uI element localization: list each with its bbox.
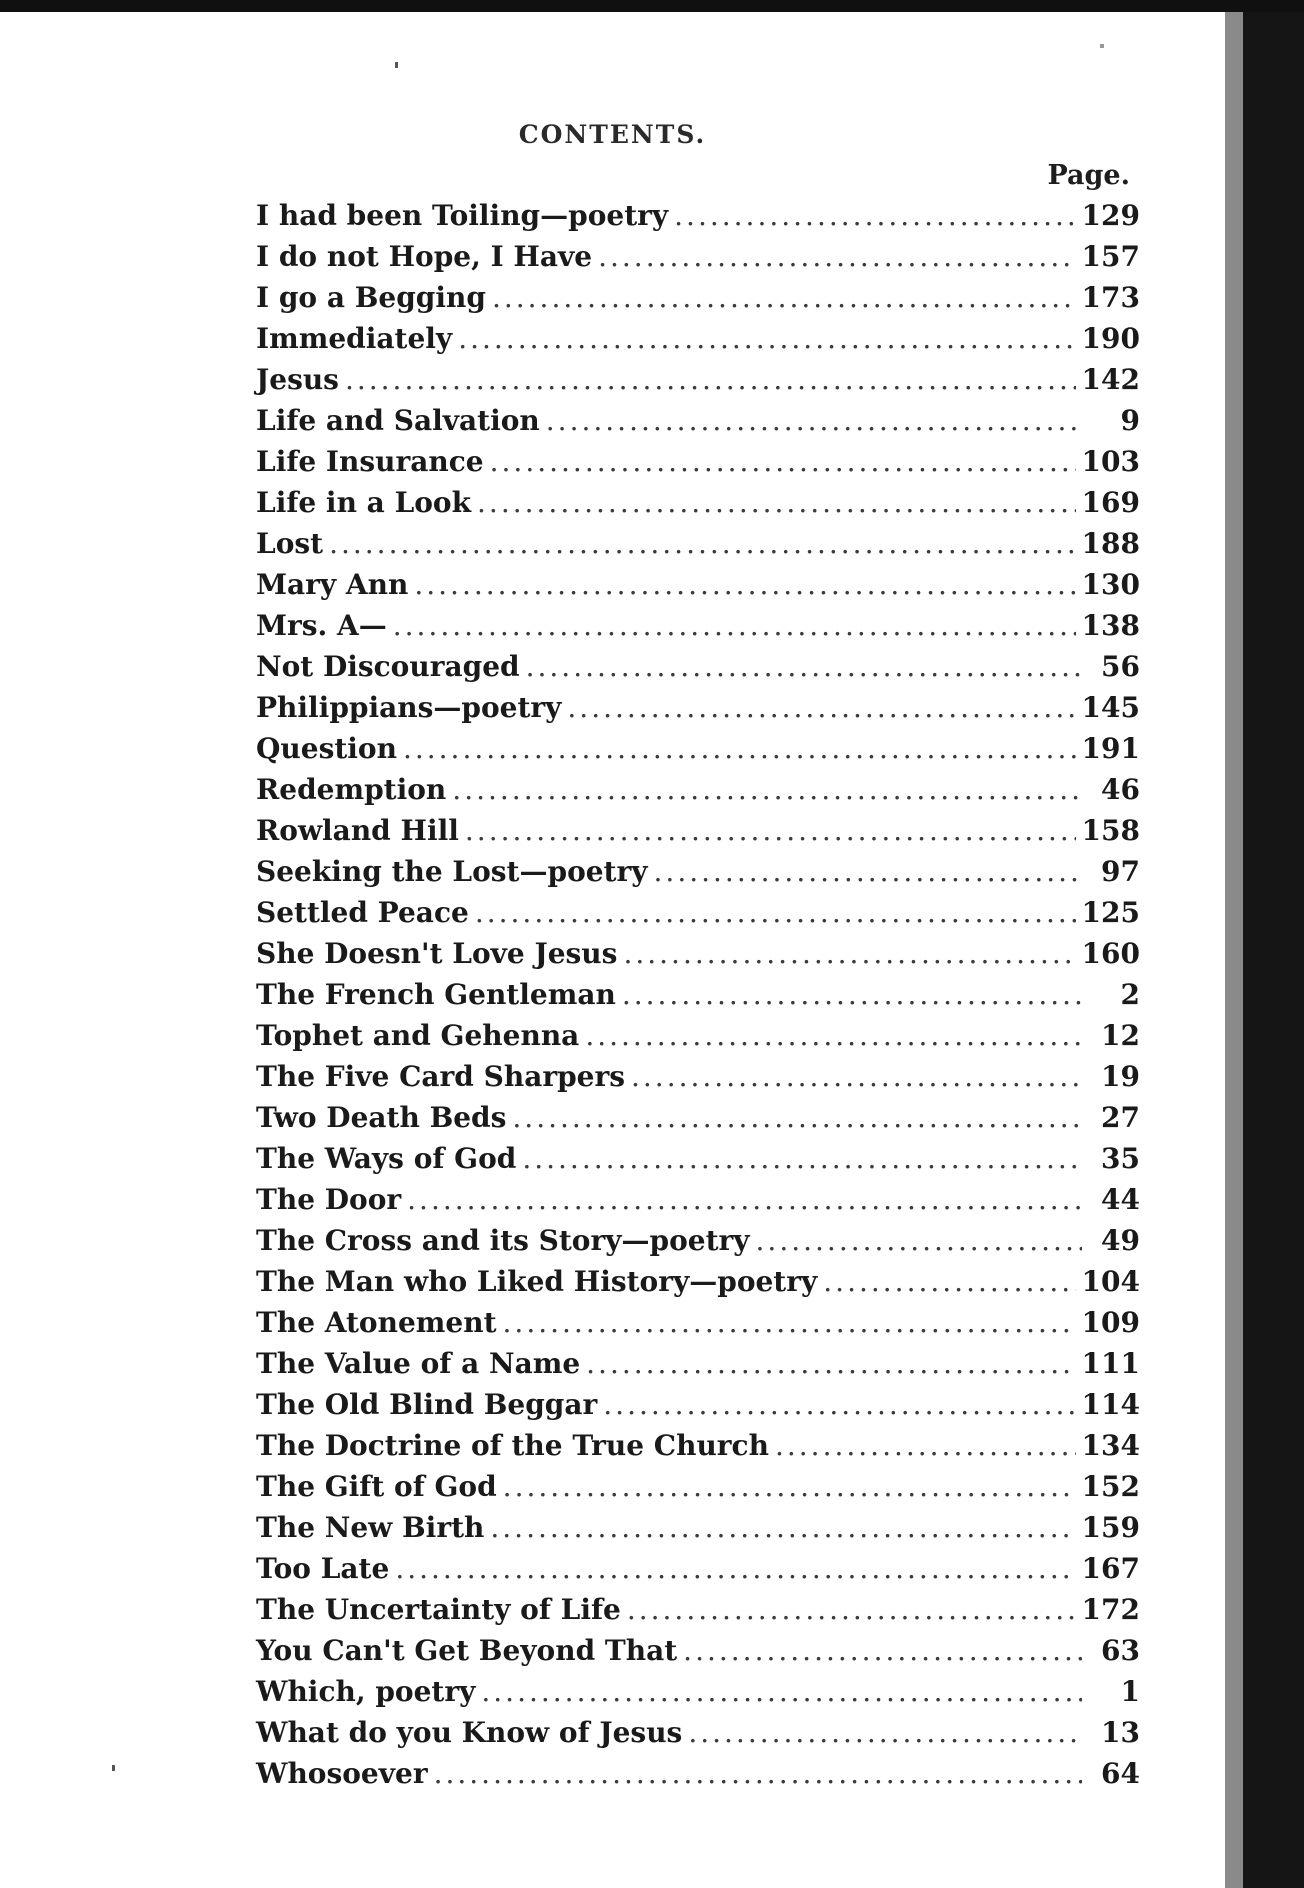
toc-entry-page: 114 — [1081, 1388, 1140, 1421]
dot-leader — [603, 1384, 1075, 1425]
contents-heading: CONTENTS. — [518, 120, 707, 149]
toc-entry-title: Life Insurance — [256, 445, 484, 478]
dot-leader — [756, 1220, 1082, 1261]
toc-entry-title: Jesus — [256, 363, 339, 396]
toc-entry — [256, 1261, 1140, 1302]
dot-leader — [688, 1712, 1082, 1753]
dot-leader — [452, 769, 1082, 810]
toc-entry — [256, 236, 1140, 277]
dot-leader — [490, 1507, 1075, 1548]
toc-entry — [256, 605, 1140, 646]
toc-entry-page: 167 — [1081, 1552, 1140, 1585]
dot-leader — [683, 1630, 1082, 1671]
toc-entry — [256, 769, 1140, 810]
toc-entry-page: 190 — [1081, 322, 1140, 355]
toc-entry — [256, 1671, 1140, 1712]
toc-entry — [256, 1343, 1140, 1384]
dot-leader — [434, 1753, 1082, 1794]
dot-leader — [522, 1138, 1082, 1179]
toc-entry-page: 111 — [1081, 1347, 1140, 1380]
toc-entry — [256, 1056, 1140, 1097]
dot-leader — [403, 728, 1076, 769]
dot-leader — [393, 605, 1076, 646]
toc-entry-page: 145 — [1081, 691, 1140, 724]
dot-leader — [674, 195, 1075, 236]
toc-entry-page: 104 — [1081, 1265, 1140, 1298]
toc-entry-title: The Atonement — [256, 1306, 497, 1339]
toc-entry-title: Tophet and Gehenna — [256, 1019, 580, 1052]
toc-entry-title: Not Discouraged — [256, 650, 520, 683]
print-speck — [395, 62, 398, 68]
toc-entry-title: Two Death Beds — [256, 1101, 507, 1134]
toc-entry-title: Immediately — [256, 322, 453, 355]
toc-entry-title: I go a Begging — [256, 281, 486, 314]
dot-leader — [585, 1015, 1082, 1056]
toc-entry-page: 138 — [1081, 609, 1140, 642]
toc-entry-title: Seeking the Lost—poetry — [256, 855, 648, 888]
dot-leader — [654, 851, 1082, 892]
toc-entry-page: 130 — [1081, 568, 1140, 601]
toc-entry-page: 64 — [1101, 1757, 1140, 1790]
toc-entry-title: Too Late — [256, 1552, 390, 1585]
dot-leader — [503, 1302, 1076, 1343]
toc-entry-title: She Doesn't Love Jesus — [256, 937, 618, 970]
toc-entry-page: 9 — [1120, 404, 1140, 437]
dot-leader — [414, 564, 1075, 605]
dot-leader — [775, 1425, 1076, 1466]
toc-entry-page: 158 — [1081, 814, 1140, 847]
toc-entry-page: 44 — [1101, 1183, 1140, 1216]
toc-entry — [256, 1015, 1140, 1056]
toc-entry — [256, 1425, 1140, 1466]
table-of-contents — [256, 195, 1140, 1794]
toc-entry — [256, 1138, 1140, 1179]
dot-leader — [631, 1056, 1082, 1097]
toc-entry-title: Redemption — [256, 773, 447, 806]
toc-entry-page: 159 — [1081, 1511, 1140, 1544]
dot-leader — [477, 482, 1076, 523]
page-binding-edge — [1225, 12, 1243, 1888]
toc-entry — [256, 359, 1140, 400]
toc-entry-title: Lost — [256, 527, 324, 560]
toc-entry-title: The Gift of God — [256, 1470, 497, 1503]
toc-entry — [256, 1097, 1140, 1138]
dot-leader — [465, 810, 1076, 851]
toc-entry-title: Philippians—poetry — [256, 691, 562, 724]
toc-entry-title: The Ways of God — [256, 1142, 517, 1175]
dot-leader — [512, 1097, 1082, 1138]
toc-entry-title: You Can't Get Beyond That — [256, 1634, 678, 1667]
dot-leader — [586, 1343, 1075, 1384]
toc-entry — [256, 1302, 1140, 1343]
toc-entry — [256, 646, 1140, 687]
toc-entry — [256, 1384, 1140, 1425]
toc-entry-page: 142 — [1081, 363, 1140, 396]
dot-leader — [627, 1589, 1076, 1630]
toc-entry-page: 63 — [1101, 1634, 1140, 1667]
dot-leader — [526, 646, 1082, 687]
toc-entry — [256, 1179, 1140, 1220]
toc-entry-title: The Door — [256, 1183, 402, 1216]
dot-leader — [481, 1671, 1082, 1712]
toc-entry — [256, 974, 1140, 1015]
dot-leader — [395, 1548, 1075, 1589]
print-speck — [1100, 44, 1104, 48]
toc-entry — [256, 400, 1140, 441]
dot-leader — [546, 400, 1082, 441]
toc-entry-page: 169 — [1081, 486, 1140, 519]
toc-entry — [256, 892, 1140, 933]
toc-entry — [256, 851, 1140, 892]
toc-entry — [256, 687, 1140, 728]
toc-entry-title: Mary Ann — [256, 568, 409, 601]
toc-entry-page: 191 — [1081, 732, 1140, 765]
toc-entry-title: The Cross and its Story—poetry — [256, 1224, 750, 1257]
toc-entry — [256, 1220, 1140, 1261]
toc-entry-title: The Doctrine of the True Church — [256, 1429, 769, 1462]
toc-entry-page: 13 — [1101, 1716, 1140, 1749]
dot-leader — [407, 1179, 1082, 1220]
toc-entry-page: 49 — [1101, 1224, 1140, 1257]
toc-entry-title: Which, poetry — [256, 1675, 476, 1708]
toc-entry-title: Mrs. A— — [256, 609, 387, 642]
toc-entry — [256, 441, 1140, 482]
dot-leader — [345, 359, 1076, 400]
toc-entry-page: 134 — [1081, 1429, 1140, 1462]
toc-entry-page: 152 — [1081, 1470, 1140, 1503]
dot-leader — [475, 892, 1076, 933]
toc-entry — [256, 1466, 1140, 1507]
toc-entry-page: 172 — [1081, 1593, 1140, 1626]
toc-entry-title: The New Birth — [256, 1511, 485, 1544]
toc-entry-page: 160 — [1081, 937, 1140, 970]
toc-entry-title: I had been Toiling—poetry — [256, 199, 669, 232]
toc-entry — [256, 1548, 1140, 1589]
toc-entry-title: Settled Peace — [256, 896, 469, 929]
toc-entry-page: 46 — [1101, 773, 1140, 806]
toc-entry-title: Life in a Look — [256, 486, 472, 519]
toc-entry — [256, 728, 1140, 769]
toc-entry — [256, 1712, 1140, 1753]
toc-entry-page: 2 — [1120, 978, 1140, 1011]
page-column-heading: Page. — [1047, 160, 1130, 191]
toc-entry-page: 27 — [1101, 1101, 1140, 1134]
toc-entry — [256, 482, 1140, 523]
toc-entry — [256, 1507, 1140, 1548]
dot-leader — [598, 236, 1075, 277]
toc-entry — [256, 1630, 1140, 1671]
toc-entry — [256, 195, 1140, 236]
dot-leader — [490, 441, 1076, 482]
toc-entry-title: Rowland Hill — [256, 814, 459, 847]
dot-leader — [503, 1466, 1076, 1507]
toc-entry-title: I do not Hope, I Have — [256, 240, 593, 273]
toc-entry-page: 109 — [1081, 1306, 1140, 1339]
toc-entry — [256, 1753, 1140, 1794]
toc-entry-page: 35 — [1101, 1142, 1140, 1175]
toc-entry-title: The Value of a Name — [256, 1347, 581, 1380]
toc-entry-page: 157 — [1081, 240, 1140, 273]
toc-entry-title: Life and Salvation — [256, 404, 540, 437]
print-speck — [112, 1765, 115, 1771]
toc-entry-page: 12 — [1101, 1019, 1140, 1052]
toc-entry-page: 173 — [1081, 281, 1140, 314]
toc-entry-page: 188 — [1081, 527, 1140, 560]
toc-entry — [256, 933, 1140, 974]
toc-entry-page: 103 — [1081, 445, 1140, 478]
toc-entry-page: 1 — [1120, 1675, 1140, 1708]
toc-entry-page: 97 — [1101, 855, 1140, 888]
dot-leader — [623, 933, 1075, 974]
toc-entry-title: What do you Know of Jesus — [256, 1716, 683, 1749]
dot-leader — [823, 1261, 1075, 1302]
dot-leader — [329, 523, 1075, 564]
toc-entry — [256, 810, 1140, 851]
dot-leader — [622, 974, 1082, 1015]
scan-border — [1243, 12, 1304, 1888]
dot-leader — [458, 318, 1075, 359]
toc-entry — [256, 277, 1140, 318]
toc-entry-page: 129 — [1081, 199, 1140, 232]
toc-entry — [256, 1589, 1140, 1630]
toc-entry-title: Whosoever — [256, 1757, 428, 1790]
toc-entry — [256, 318, 1140, 359]
dot-leader — [492, 277, 1076, 318]
toc-entry-title: Question — [256, 732, 397, 765]
toc-entry — [256, 564, 1140, 605]
toc-entry-title: The Five Card Sharpers — [256, 1060, 625, 1093]
dot-leader — [567, 687, 1075, 728]
toc-entry-title: The French Gentleman — [256, 978, 616, 1011]
toc-entry-page: 56 — [1101, 650, 1140, 683]
toc-entry-title: The Old Blind Beggar — [256, 1388, 598, 1421]
toc-entry — [256, 523, 1140, 564]
toc-entry-page: 19 — [1101, 1060, 1140, 1093]
toc-entry-page: 125 — [1081, 896, 1140, 929]
toc-entry-title: The Uncertainty of Life — [256, 1593, 621, 1626]
toc-entry-title: The Man who Liked History—poetry — [256, 1265, 818, 1298]
